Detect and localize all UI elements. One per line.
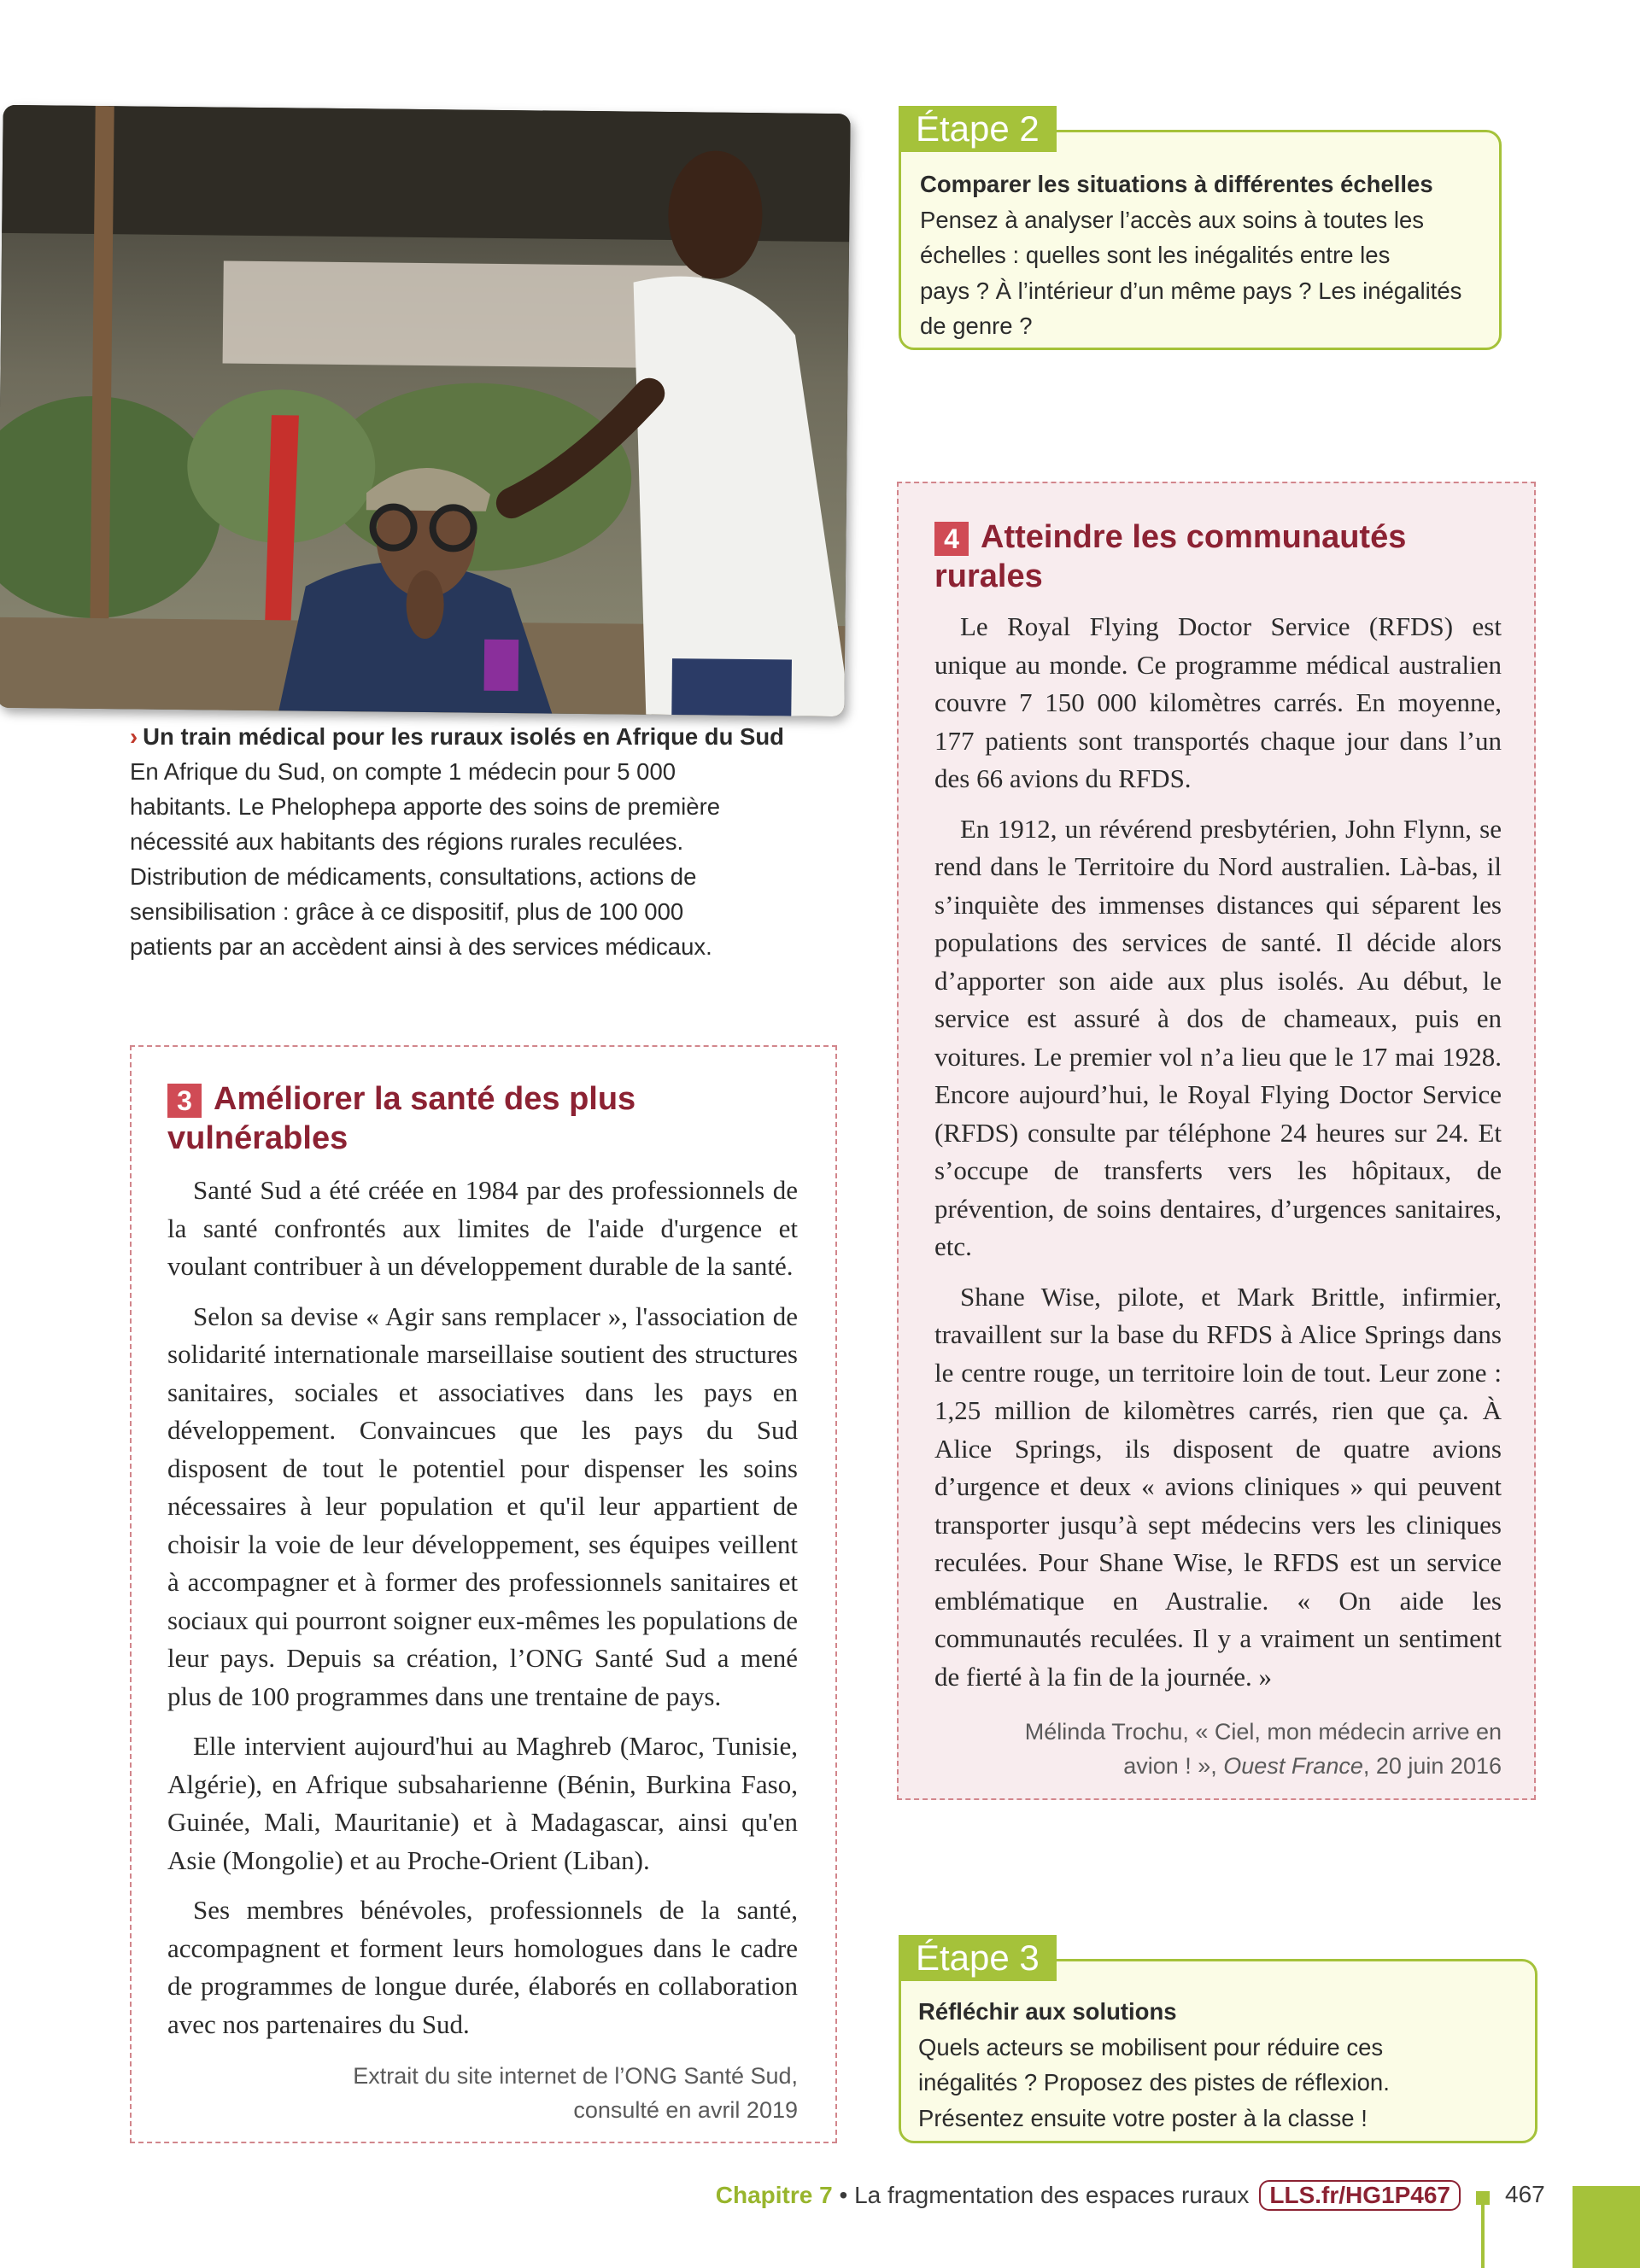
etape2-line: échelles : quelles sont les inégalités entre les bbox=[920, 242, 1391, 268]
doc4-heading bbox=[934, 517, 1502, 596]
etape3-line: Présentez ensuite votre poster à la classe ! bbox=[918, 2104, 1368, 2131]
etape2-box bbox=[899, 130, 1502, 350]
doc3-number: 3 bbox=[167, 1084, 202, 1118]
footer-link[interactable]: LLS.fr/HG1P467 bbox=[1259, 2180, 1461, 2211]
photo-optician-icon bbox=[0, 105, 851, 716]
etape3-label: Étape 3 bbox=[899, 1935, 1057, 1981]
etape3-line: Quels acteurs se mobilisent pour réduire ces bbox=[918, 2033, 1384, 2060]
doc3-paragraph: Ses membres bénévoles, professionnels de la santé, accompagnent et forment leurs homologues dans le cadre de programmes de longue durée, élaborés en collaboration avec nos partenaires du Sud. bbox=[167, 1895, 798, 2039]
etape2-line: de genre ? bbox=[920, 313, 1033, 339]
etape2-line: Pensez à analyser l’accès aux soins à toutes les bbox=[920, 206, 1425, 233]
etape2-label: Étape 2 bbox=[899, 106, 1057, 152]
doc4-paragraph: En 1912, un révérend presbytérien, John Flynn, se rend dans le Territoire du Nord australien. Là-bas, il s’inquiète des immenses distances qui séparent les populations des services de santé. Il décide alors d’apporter son aide aux plus isolés. Au début, le service est assuré à dos de chameaux, puis en voitures. Le premier vol n’a lieu que le 17 mai 1928. Encore aujourd’hui, le Royal Flying Doctor Service (RFDS) consulte par téléphone 24 heures sur 24. Et s’occupe de transferts vers les hôpitaux, de prévention, de soins dentaires, d’urgences sanitaires, etc. bbox=[934, 813, 1502, 1261]
doc4-source: Mélinda Trochu, « Ciel, mon médecin arrive en avion ! », Ouest France, 20 juin 2016 bbox=[1024, 1719, 1502, 1779]
doc3-paragraph: Santé Sud a été créée en 1984 par des professionnels de la santé confrontés aux limites de l'aide d'urgence et voulant contribuer à un développement durable de la santé. bbox=[167, 1175, 798, 1281]
page-tab bbox=[1573, 2186, 1640, 2268]
footer-running-title: Chapitre 7 • La fragmentation des espaces ruraux LLS.fr/HG1P467 bbox=[716, 2180, 1461, 2211]
chevron-right-icon: › bbox=[130, 723, 138, 750]
caption-line: En Afrique du Sud, on compte 1 médecin pour 5 000 bbox=[130, 758, 676, 785]
doc4-paragraph: Shane Wise, pilote, et Mark Brittle, infirmier, travaillent sur la base du RFDS à Alice Springs dans le centre rouge, un territoire loin de tout. Leur zone : 1,25 million de kilomètres carrés, rien que ça. À Alice Springs, ils disposent de quatre avions d’urgence et deux « avions cliniques » qui peuvent transporter jusqu’à sept médecins vers les cliniques reculées. Pour Shane Wise, le RFDS est un service emblématique en Australie. « On aide les communautés reculées. Il y a vraiment un sentiment de fierté à la fin de la journée. » bbox=[934, 1281, 1502, 1692]
doc3-paragraph: Selon sa devise « Agir sans remplacer », l'association de solidarité internationale marseillaise soutient des structures sanitaires, sociales et associatives dans les pays en développement. Convaincues que les pays du Sud disposent de tout le potentiel pour dispenser les soins nécessaires à leur population et qu'il leur appartient de choisir la voie de leur développement, ses équipes veillent à accompagner et à former des professionnels sanitaires et sociaux qui pourront soigner eux-mêmes les populations de leur pays. Depuis sa création, l’ONG Santé Sud a mené plus de 100 programmes dans une trentaine de pays. bbox=[167, 1301, 798, 1711]
doc3-title: Améliorer la santé des plus vulnérables bbox=[167, 1081, 636, 1156]
doc3-heading bbox=[167, 1079, 798, 1158]
doc4-source-publication: Ouest France bbox=[1223, 1753, 1363, 1779]
doc4-body bbox=[934, 608, 1502, 1696]
caption-line: Distribution de médicaments, consultations, actions de bbox=[130, 863, 697, 890]
footer-chapter-title: La fragmentation des espaces ruraux bbox=[854, 2182, 1250, 2208]
etape2-title: Comparer les situations à différentes échelles bbox=[920, 171, 1433, 197]
etape3-line: inégalités ? Proposez des pistes de réflexion. bbox=[918, 2069, 1390, 2096]
doc3-box bbox=[130, 1045, 837, 2143]
doc4-paragraph: Le Royal Flying Doctor Service (RFDS) est unique au monde. Ce programme médical australien couvre 7 150 000 kilomètres carrés. En moyenne, 177 patients sont transportés chaque jour dans l’un des 66 avions du RFDS. bbox=[934, 611, 1502, 793]
etape2-line: pays ? À l’intérieur d’un même pays ? Les inégalités bbox=[920, 277, 1462, 304]
caption-line: patients par an accèdent ainsi à des services médicaux. bbox=[130, 933, 712, 960]
doc3-paragraph: Elle intervient aujourd'hui au Maghreb (Maroc, Tunisie, Algérie), en Afrique subsaharienne (Bénin, Burkina Faso, Guinée, Mali, Mauritanie) et à Madagascar, ainsi qu'en Asie (Mongolie) et au Proche-Orient (Liban). bbox=[167, 1731, 798, 1875]
caption-line: habitants. Le Phelophepa apporte des soins de première bbox=[130, 793, 721, 820]
etape3-box bbox=[899, 1959, 1538, 2143]
caption-line: nécessité aux habitants des régions rurales reculées. bbox=[130, 828, 684, 855]
doc3-body bbox=[167, 1172, 798, 2043]
photo-caption bbox=[130, 719, 813, 964]
caption-title: › Un train médical pour les ruraux isolés en Afrique du Sud bbox=[130, 723, 784, 750]
doc4-title: Atteindre les communautés rurales bbox=[934, 519, 1407, 594]
doc4-number: 4 bbox=[934, 522, 969, 556]
photo-eye-exam bbox=[0, 105, 851, 716]
caption-line: sensibilisation : grâce à ce dispositif, plus de 100 000 bbox=[130, 898, 684, 925]
footer-divider bbox=[1481, 2205, 1485, 2268]
page-number: 467 bbox=[1505, 2181, 1545, 2207]
footer-chapter: Chapitre 7 bbox=[715, 2182, 833, 2208]
etape3-title: Réfléchir aux solutions bbox=[918, 1998, 1177, 2025]
doc3-source: Extrait du site internet de l’ONG Santé Sud, consulté en avril 2019 bbox=[353, 2063, 798, 2123]
footer-square-icon bbox=[1476, 2191, 1490, 2205]
doc4-box bbox=[897, 482, 1536, 1800]
